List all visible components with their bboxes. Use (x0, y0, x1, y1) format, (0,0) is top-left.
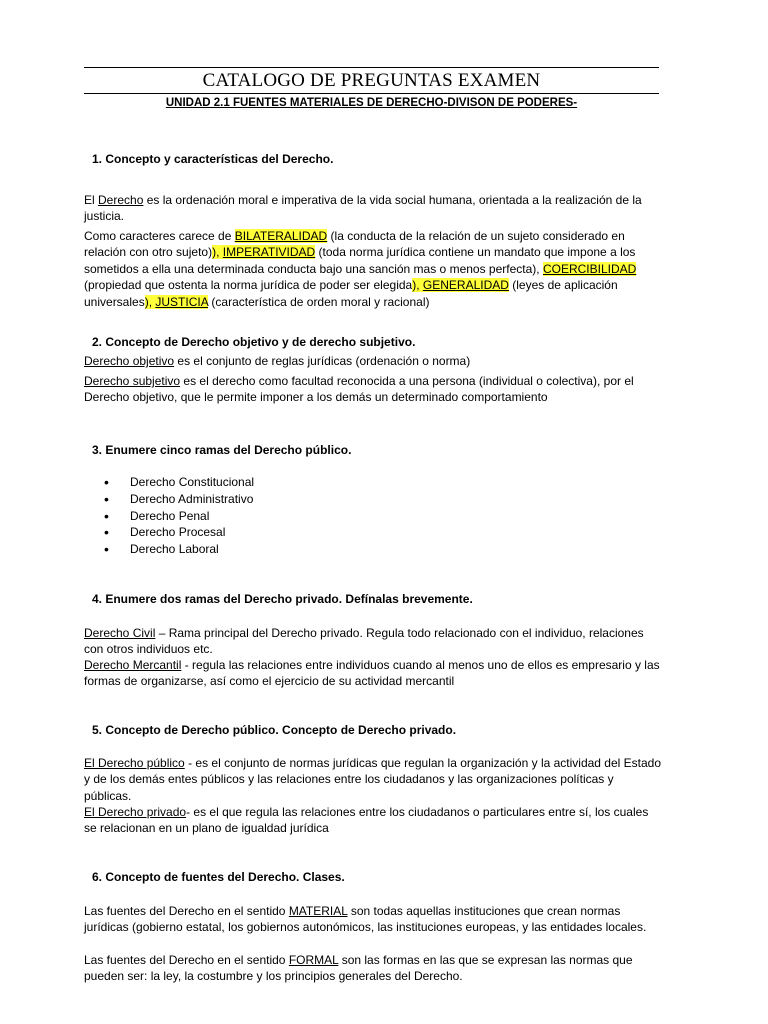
list-item: • Derecho Procesal (104, 524, 254, 541)
term-derecho: Derecho (98, 193, 144, 207)
q6-formal-prefix: Las fuentes del Derecho en el sentido (84, 953, 289, 967)
q5-public (84, 755, 664, 804)
q2-objective-text: es el conjunto de reglas jurídicas (ordenación o norma) (174, 354, 471, 368)
term-formal: FORMAL (288, 953, 339, 967)
term-bilateralidad: BILATERALIDAD (234, 229, 328, 243)
term-justicia: JUSTICIA (155, 294, 209, 309)
list-item: • Derecho Laboral (104, 541, 254, 558)
term-derecho-civil: Derecho Civil (84, 626, 156, 640)
q2-subjective-text: es el derecho como facultad reconocida a una persona (individual o colectiva), por el Derecho objetivo, que le permite imponer a los demás un determinado comportamiento (84, 374, 634, 405)
q1-definition-text: es la ordenación moral e imperativa de la vida social humana, orientada a la realización de la justicia. (84, 193, 642, 224)
question-2-heading: 2. Concepto de Derecho objetivo y de derecho subjetivo. (92, 335, 416, 349)
question-5-heading: 5. Concepto de Derecho público. Concepto de Derecho privado. (92, 723, 457, 737)
bilateralidad-desc: (la conducta de la relación de un sujeto considerado en relación con otro sujeto) (84, 229, 625, 260)
public-law-branches-list (104, 474, 254, 558)
question-1-heading: 1. Concepto y características del Derecho. (92, 152, 334, 166)
q5-private-text: - es el que regula las relaciones entre los ciudadanos o particulares entre sí, los cuales se relacionan en un plano de igualdad jurídica (84, 805, 649, 836)
term-generalidad: GENERALIDAD (422, 278, 509, 293)
q6-formal (84, 952, 664, 985)
q1-characteristics (84, 228, 664, 310)
document-subtitle: UNIDAD 2.1 FUENTES MATERIALES DE DERECHO-DIVISON DE PODERES- (165, 97, 578, 109)
q5-public-text: - es el conjunto de normas jurídicas que regulan la organización y la actividad del Estado y de los demás entes públicos y las relaciones entre los ciudadanos y las organizaciones políticas y públicas. (84, 756, 662, 803)
top-rule (84, 67, 659, 68)
q1-definition-prefix: El (84, 193, 99, 207)
term-derecho-privado: El Derecho privado (84, 805, 187, 819)
q4-civil-text: – Rama principal del Derecho privado. Regula todo relacionado con el individuo, relaciones con otros individuos etc. (84, 626, 644, 657)
term-derecho-subjetivo: Derecho subjetivo (84, 374, 181, 388)
separator-highlight: ), (212, 245, 223, 260)
document-title: CATALOGO DE PREGUNTAS EXAMEN (202, 70, 541, 91)
imperatividad-desc: (toda norma jurídica contiene un mandato que impone a los sometidos a ella una determinada conducta bajo una sanción mas o menos perfecta), (84, 245, 636, 276)
q1-characteristics-intro: Como caracteres carece de (84, 229, 235, 243)
q4-civil (84, 625, 664, 658)
q1-definition (84, 192, 664, 225)
q2-objective (84, 353, 664, 369)
term-imperatividad: IMPERATIVIDAD (222, 245, 316, 260)
list-item: • Derecho Administrativo (104, 491, 254, 508)
q6-material-prefix: Las fuentes del Derecho en el sentido (84, 904, 289, 918)
q2-subjective (84, 373, 664, 406)
question-3-heading: 3. Enumere cinco ramas del Derecho público. (92, 443, 352, 457)
q6-formal-text: son las formas en las que se expresan las normas que pueden ser: la ley, la costumbre y los principios generales del Derecho. (84, 953, 633, 984)
term-derecho-publico: El Derecho público (84, 756, 185, 770)
separator-highlight: ), (144, 294, 156, 309)
term-derecho-objetivo: Derecho objetivo (84, 354, 175, 368)
q4-mercantil (84, 657, 664, 690)
list-item: • Derecho Penal (104, 508, 254, 525)
term-material: MATERIAL (288, 904, 348, 918)
question-4-heading: 4. Enumere dos ramas del Derecho privado. Defínalas brevemente. (92, 592, 473, 606)
q5-private (84, 804, 664, 837)
justicia-desc: (característica de orden moral y racional) (208, 294, 430, 309)
generalidad-desc: (leyes de aplicación universales (84, 278, 618, 309)
title-rule (84, 93, 659, 94)
q4-mercantil-text: - regula las relaciones entre individuos cuando al menos uno de ellos es empresario y las formas de organizarse, así como el ejercicio de su actividad mercantil (84, 658, 660, 689)
list-item: • Derecho Constitucional (104, 474, 254, 491)
q6-material-text: son todas aquellas instituciones que crean normas jurídicas (gobierno estatal, los gobiernos autonómicos, las instituciones europeas, y las entidades locales. (84, 904, 647, 935)
term-derecho-mercantil: Derecho Mercantil (84, 658, 182, 672)
q6-material (84, 903, 664, 936)
question-6-heading: 6. Concepto de fuentes del Derecho. Clases. (92, 870, 345, 884)
separator-highlight: ), (412, 278, 423, 293)
coercibilidad-desc: (propiedad que ostenta la norma jurídica de poder ser elegida (84, 278, 413, 293)
term-coercibilidad: COERCIBILIDAD (542, 261, 637, 276)
